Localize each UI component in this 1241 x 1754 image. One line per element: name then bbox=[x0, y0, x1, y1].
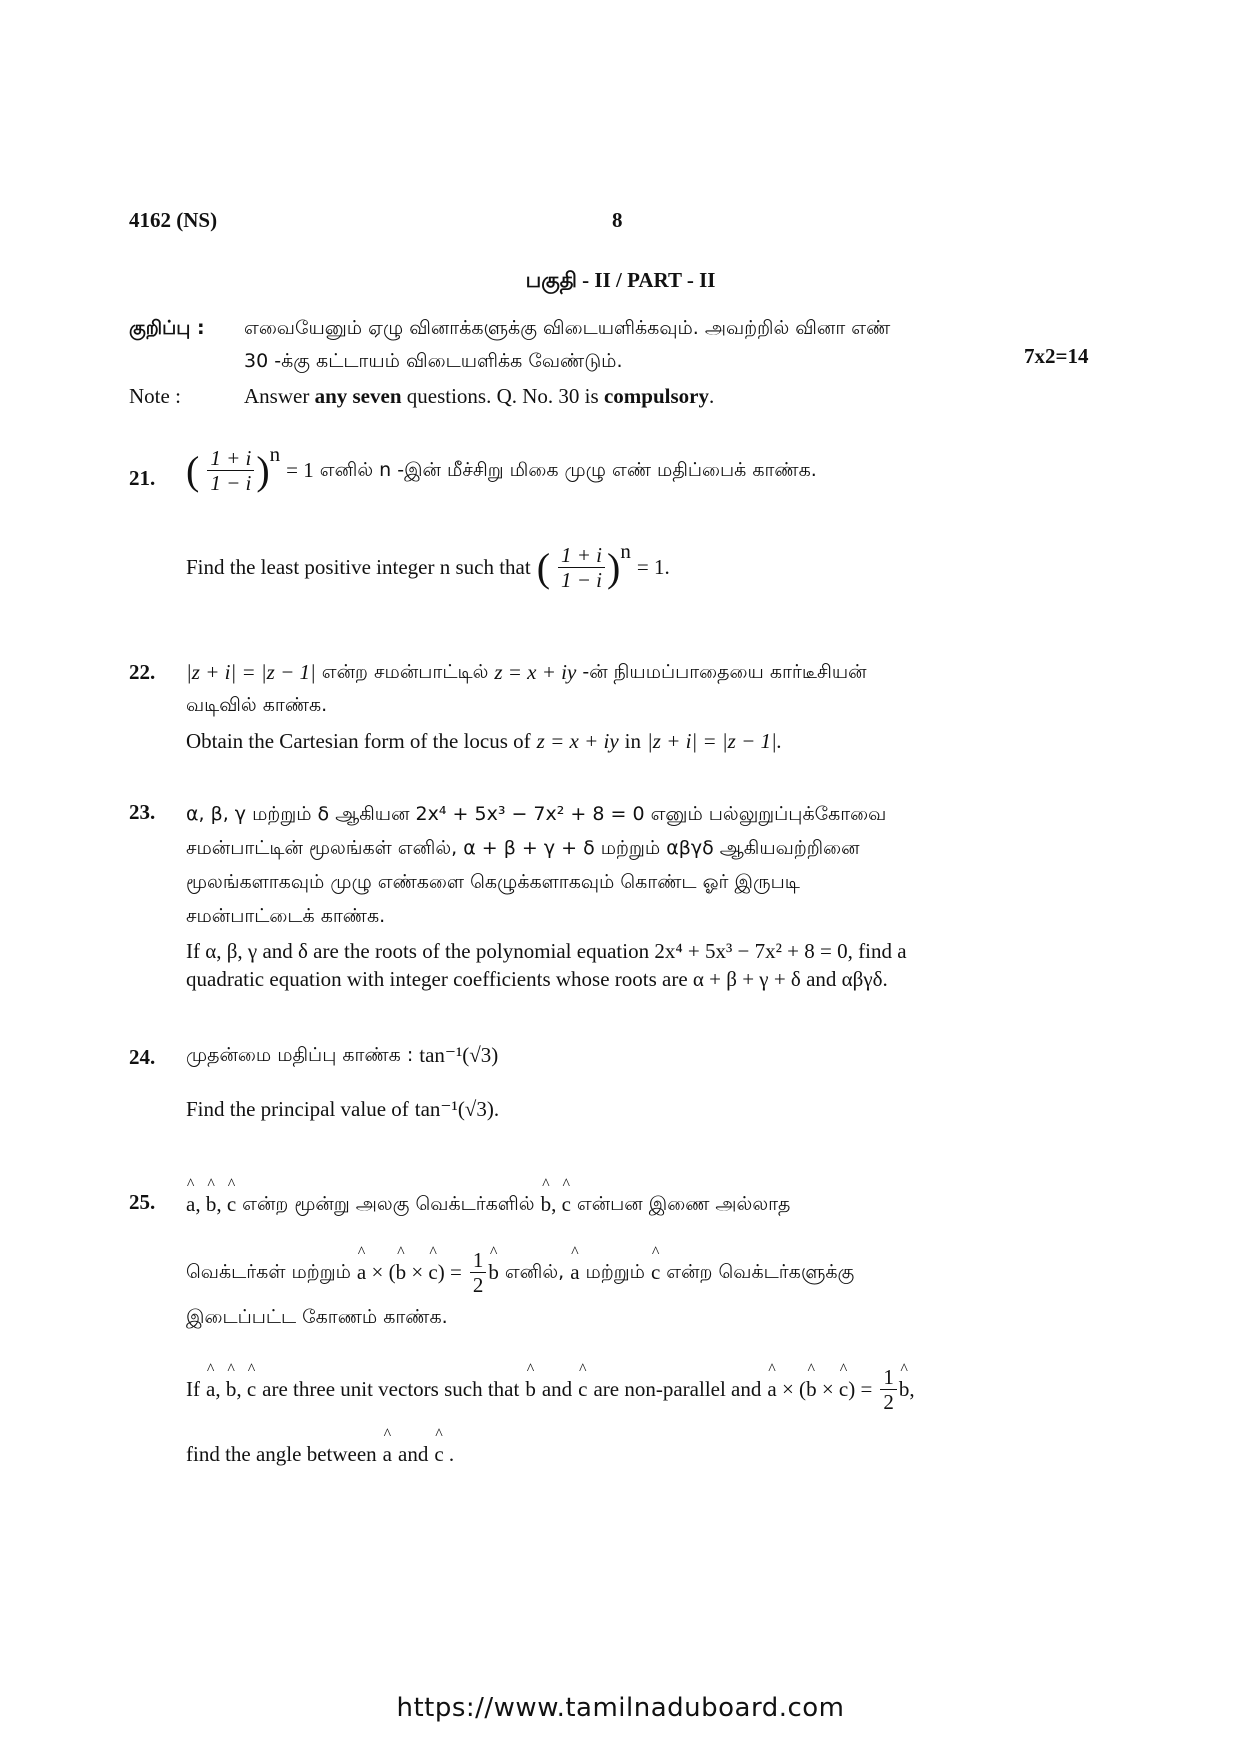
vec-b-hat: ^ b bbox=[525, 1377, 536, 1402]
note-compulsory: compulsory bbox=[603, 384, 709, 408]
q25-half bbox=[470, 1248, 487, 1297]
q25-en-vectors-abc: ^ a, ^ b, ^ c bbox=[206, 1377, 256, 1402]
vec-b-hat: ^ b bbox=[541, 1192, 552, 1217]
vec-a-hat: ^ a bbox=[186, 1192, 195, 1217]
q25-tamil-line3: இடைப்பட்ட கோணம் காண்க. bbox=[186, 1306, 448, 1328]
q25-tamil-line2-and: மற்றும் bbox=[585, 1261, 645, 1284]
q21-en-paren-close: ) bbox=[607, 544, 621, 590]
q22-english-pre: Obtain the Cartesian form of the locus of bbox=[186, 729, 531, 753]
q21-rhs: = 1 bbox=[286, 458, 314, 483]
q21-frac-den: 1 − i bbox=[210, 471, 252, 496]
q25-en-c-period: ^ c . bbox=[434, 1442, 454, 1467]
vec-c-hat: ^ c bbox=[562, 1192, 571, 1217]
vec-b-hat: ^ b bbox=[488, 1260, 499, 1285]
q25-en-half bbox=[880, 1365, 897, 1414]
vec-c-hat: ^ c bbox=[247, 1377, 256, 1402]
note-text bbox=[244, 382, 714, 410]
q21-en-rhs: = 1. bbox=[636, 555, 670, 580]
q24-tamil-text: முதன்மை மதிப்பு காண்க : bbox=[186, 1044, 414, 1067]
q22-english-expr1: z = x + iy bbox=[536, 728, 619, 753]
q25-en-line2-pre: find the angle between bbox=[186, 1442, 377, 1466]
vec-c-hat: ^ c bbox=[227, 1192, 236, 1217]
q21-en-frac-den: 1 − i bbox=[561, 568, 603, 593]
q23-tamil-line1: α, β, γ மற்றும் δ ஆகியன 2x⁴ + 5x³ − 7x² + 8 = 0 எனும் பல்லுறுப்புக்கோவை bbox=[186, 803, 887, 825]
q25-en-triple-product: ^ a × (^ b × ^ c) = bbox=[767, 1377, 872, 1402]
q25-tamil-end: என்பன இணை அல்லாத bbox=[576, 1193, 791, 1216]
q22-english-mid: in bbox=[624, 729, 641, 753]
paper-code: 4162 (NS) bbox=[129, 208, 218, 232]
q22-english bbox=[186, 727, 788, 755]
q25-half-num: 1 bbox=[470, 1248, 487, 1273]
q24-english-expr: tan⁻¹(√3). bbox=[414, 1096, 500, 1121]
footer-url[interactable]: https://www.tamilnaduboard.com bbox=[396, 1693, 845, 1723]
q22-tamil-end: -ன் நியமப்பாதையை கார்டீசியன் bbox=[582, 661, 867, 684]
vec-c-hat: ^ c bbox=[434, 1442, 443, 1467]
q21-exponent: n bbox=[269, 442, 281, 467]
vec-a-hat: ^ a bbox=[570, 1260, 579, 1285]
vec-a-hat: ^ a bbox=[767, 1377, 776, 1402]
vec-a-hat: ^ a bbox=[383, 1442, 392, 1467]
note-end: . bbox=[708, 384, 715, 408]
q22-tamil-line2: வடிவில் காண்க. bbox=[186, 694, 328, 716]
q23-english-line2: quadratic equation with integer coefficients whose roots are α + β + γ + δ and αβγδ. bbox=[186, 967, 888, 991]
note-label: Note : bbox=[129, 384, 181, 408]
q25-half-den: 2 bbox=[472, 1273, 484, 1298]
q25-en-half-den: 2 bbox=[883, 1390, 894, 1415]
q25-tamil-line2-mid: எனில், bbox=[504, 1261, 565, 1284]
q25-en-mid: are three unit vectors such that bbox=[262, 1377, 520, 1402]
question-number-24: 24. bbox=[129, 1045, 156, 1069]
q25-tamil-line2-end: என்ற வெக்டர்களுக்கு bbox=[666, 1261, 855, 1284]
vec-a-hat: ^ a bbox=[206, 1377, 215, 1402]
question-number-21: 21. bbox=[129, 466, 156, 490]
q24-tamil-expr: tan⁻¹(√3) bbox=[419, 1043, 499, 1067]
question-number-23: 23. bbox=[129, 800, 156, 824]
vec-c-hat: ^ c bbox=[651, 1260, 660, 1285]
q25-tamil-line2-pre: வெக்டர்கள் மற்றும் bbox=[186, 1261, 351, 1284]
q21-english bbox=[186, 539, 676, 593]
vec-c-hat: ^ c bbox=[578, 1377, 587, 1402]
vec-c-hat: ^ c bbox=[428, 1260, 437, 1285]
q21-english-text: Find the least positive integer n such that bbox=[186, 555, 531, 580]
q25-vectors-abc: ^ a, ^ b, ^ c bbox=[186, 1192, 236, 1217]
vec-c-hat: ^ c bbox=[839, 1377, 848, 1402]
vec-b-hat: ^ b bbox=[206, 1192, 217, 1217]
q25-en-and: and bbox=[541, 1377, 573, 1402]
question-number-22: 22. bbox=[129, 660, 156, 684]
q25-en-line2-and: and bbox=[398, 1442, 429, 1466]
note-any-seven: any seven bbox=[314, 384, 402, 408]
q21-tamil-text: எனில் n -இன் மீச்சிறு மிகை முழு எண் மதிப்பைக் காண்க. bbox=[319, 459, 817, 482]
q24-english-text: Find the principal value of bbox=[186, 1097, 409, 1121]
vec-b-hat: ^ b bbox=[899, 1377, 910, 1402]
q22-tamil-mid: என்ற சமன்பாட்டில் bbox=[321, 661, 489, 684]
q25-english-line1 bbox=[186, 1365, 921, 1414]
part-heading: பகுதி - II / PART - II bbox=[525, 268, 716, 292]
q21-tamil bbox=[186, 442, 823, 496]
instruction-tamil-line2: 30 -க்கு கட்டாயம் விடையளிக்க வேண்டும். bbox=[244, 350, 623, 372]
instruction-tamil-line1: எவையேனும் ஏழு வினாக்களுக்கு விடையளிக்கவும். அவற்றில் வினா எண் bbox=[244, 317, 891, 339]
q21-en-paren-open: ( bbox=[536, 544, 551, 590]
q22-expr2: z = x + iy bbox=[494, 660, 577, 684]
page-number: 8 bbox=[612, 208, 623, 232]
q25-vectors-bc: ^ b, ^ c bbox=[541, 1192, 571, 1217]
note-pre: Answer bbox=[244, 384, 310, 408]
note-mid: questions. Q. No. 30 is bbox=[406, 384, 599, 408]
vec-a-hat: ^ a bbox=[357, 1260, 366, 1285]
q23-english-line1: If α, β, γ and δ are the roots of the polynomial equation 2x⁴ + 5x³ − 7x² + 8 = 0, find a bbox=[186, 939, 907, 963]
q25-tamil-line1 bbox=[186, 1192, 796, 1217]
q21-en-exponent: n bbox=[620, 539, 631, 564]
q25-en-half-num: 1 bbox=[880, 1365, 897, 1390]
q23-tamil-line2: சமன்பாட்டின் மூலங்கள் எனில், α + β + γ + δ மற்றும் αβγδ ஆகியவற்றினை bbox=[186, 837, 860, 859]
q25-triple-product: ^ a × (^ b × ^ c) = bbox=[357, 1260, 462, 1285]
q22-english-expr2: |z + i| = |z − 1|. bbox=[647, 728, 783, 753]
q24-tamil bbox=[186, 1043, 504, 1068]
q24-english bbox=[186, 1095, 505, 1123]
instruction-tamil-label: குறிப்பு : bbox=[129, 317, 205, 339]
q25-en-b-comma: ^ b, bbox=[899, 1377, 915, 1402]
q21-en-fraction bbox=[558, 543, 605, 592]
q21-fraction bbox=[207, 446, 254, 495]
marks-allocation: 7x2=14 bbox=[1024, 344, 1089, 368]
question-number-25: 25. bbox=[129, 1190, 156, 1214]
q22-expr1: |z + i| = |z − 1| bbox=[186, 660, 316, 684]
q22-tamil-line1 bbox=[186, 660, 873, 685]
q21-paren-close: ) bbox=[256, 447, 270, 493]
q23-tamil-line3: மூலங்களாகவும் முழு எண்களை கெழுக்களாகவும் கொண்ட ஓர் இருபடி bbox=[186, 871, 800, 893]
q25-english-line2 bbox=[186, 1440, 460, 1468]
q25-en-end: are non-parallel and bbox=[593, 1377, 762, 1402]
q25-tamil-mid: என்ற மூன்று அலகு வெக்டர்களில் bbox=[242, 1193, 535, 1216]
vec-b-hat: ^ b bbox=[396, 1260, 407, 1285]
q25-tamil-line2 bbox=[186, 1248, 860, 1297]
q25-en-pre: If bbox=[186, 1377, 200, 1402]
vec-b-hat: ^ b bbox=[806, 1377, 817, 1402]
q21-paren-open: ( bbox=[186, 447, 200, 493]
q21-en-frac-num: 1 + i bbox=[558, 543, 605, 568]
vec-b-hat: ^ b bbox=[226, 1377, 237, 1402]
q23-tamil-line4: சமன்பாட்டைக் காண்க. bbox=[186, 905, 386, 927]
q21-frac-num: 1 + i bbox=[207, 446, 254, 471]
